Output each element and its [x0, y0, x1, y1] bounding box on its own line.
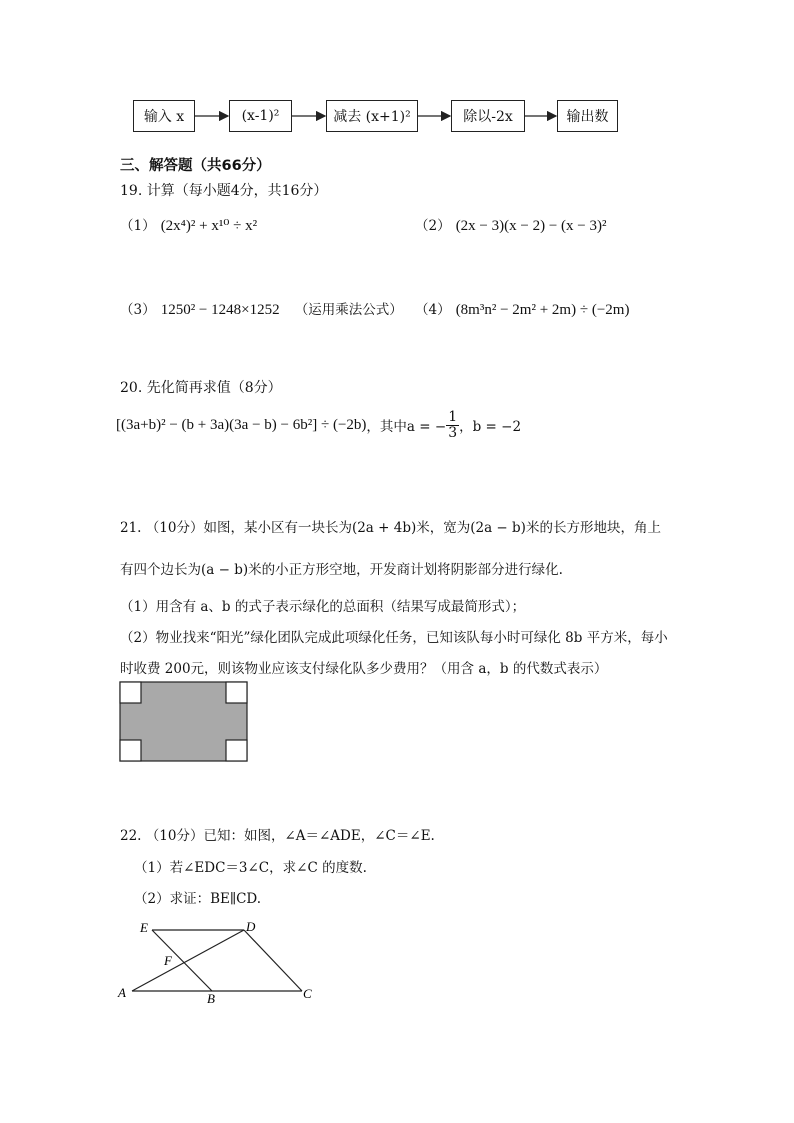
q21-sub2-line1: （2）物业找来“阳光”绿化团队完成此项绿化任务，已知该队每小时可绿化 8b 平方米，每小 — [120, 630, 668, 646]
segment-DC — [244, 930, 302, 991]
segment-EB — [152, 930, 212, 991]
q20-fraction — [446, 410, 459, 440]
q21-line1: 21. （10分）如图，某小区有一块长为(2a + 4b)米，宽为(2a − b)米的长方形地块，角上 — [120, 520, 661, 536]
q20-expr: [(3a+b)² − (b + 3a)(3a − b) − 6b²] ÷ (−2b) — [116, 416, 367, 433]
q21-sub1: （1）用含有 a、b 的式子表示绿化的总面积（结果写成最简形式）； — [120, 599, 526, 615]
q20-cond-suffix: ，b = −2 — [459, 419, 522, 436]
q21-corner-square-bl — [120, 740, 141, 761]
q19-p3-label: （3） — [120, 302, 156, 318]
flow-box-input: 输入 x — [133, 100, 195, 132]
q21-corner-square-br — [226, 740, 247, 761]
segment-AD — [132, 930, 244, 991]
q20-expression — [116, 410, 521, 440]
q19-p3-note: （运用乘法公式） — [294, 302, 403, 318]
q20-cond-prefix: ，其中a = − — [366, 419, 447, 436]
flow-box-output: 输出数 — [557, 100, 618, 132]
q22-line1: 22. （10分）已知：如图，∠A＝∠ADE，∠C＝∠E. — [120, 828, 435, 844]
flow-box-divide: 除以-2x — [451, 100, 525, 132]
point-label-A: A — [118, 985, 126, 1000]
q19-part4 — [415, 298, 629, 319]
q20-header: 20. 先化简再求值（8分） — [120, 380, 282, 396]
q21-line2: 有四个边长为(a − b)米的小正方形空地，开发商计划将阴影部分进行绿化. — [120, 562, 563, 578]
q21-figure — [119, 681, 249, 763]
q21-corner-square-tr — [226, 682, 247, 703]
q22-sub1: （1）若∠EDC＝3∠C，求∠C 的度数. — [134, 860, 367, 876]
q20-frac-den: 3 — [448, 424, 458, 441]
q19-header: 19. 计算（每小题4分，共16分） — [120, 183, 328, 199]
point-label-B: B — [207, 991, 215, 1006]
q19-p4-label: （4） — [415, 302, 451, 318]
q19-p4-expr: (8m³n² − 2m² + 2m) ÷ (−2m) — [455, 302, 630, 318]
q19-part1 — [120, 214, 257, 235]
q19-p2-label: （2） — [415, 218, 451, 234]
point-label-C: C — [303, 986, 312, 1001]
q19-p1-label: （1） — [120, 218, 156, 234]
q22-sub2: （2）求证：BE∥CD. — [134, 891, 262, 907]
q19-p3-expr: 1250² − 1248×1252 — [160, 302, 280, 318]
section-title: 三、解答题（共66分） — [120, 158, 271, 174]
q22-figure — [110, 915, 330, 1010]
q19-part3 — [120, 298, 403, 319]
q21-sub2-line2: 时收费 200元，则该物业应该支付绿化队多少费用？（用含 a，b 的代数式表示） — [120, 661, 608, 677]
q19-p2-expr: (2x − 3)(x − 2) − (x − 3)² — [455, 218, 607, 234]
q20-frac-num: 1 — [448, 409, 458, 425]
point-label-D: D — [246, 919, 256, 934]
point-label-F: F — [164, 953, 172, 968]
point-label-E: E — [140, 920, 148, 935]
flow-box-square: (x-1)² — [229, 100, 292, 132]
q21-corner-square-tl — [120, 682, 141, 703]
q19-part2 — [415, 214, 607, 235]
flow-box-subtract: 减去 (x+1)² — [326, 100, 418, 132]
q19-p1-expr: (2x⁴)² + x¹⁰ ÷ x² — [160, 218, 258, 234]
